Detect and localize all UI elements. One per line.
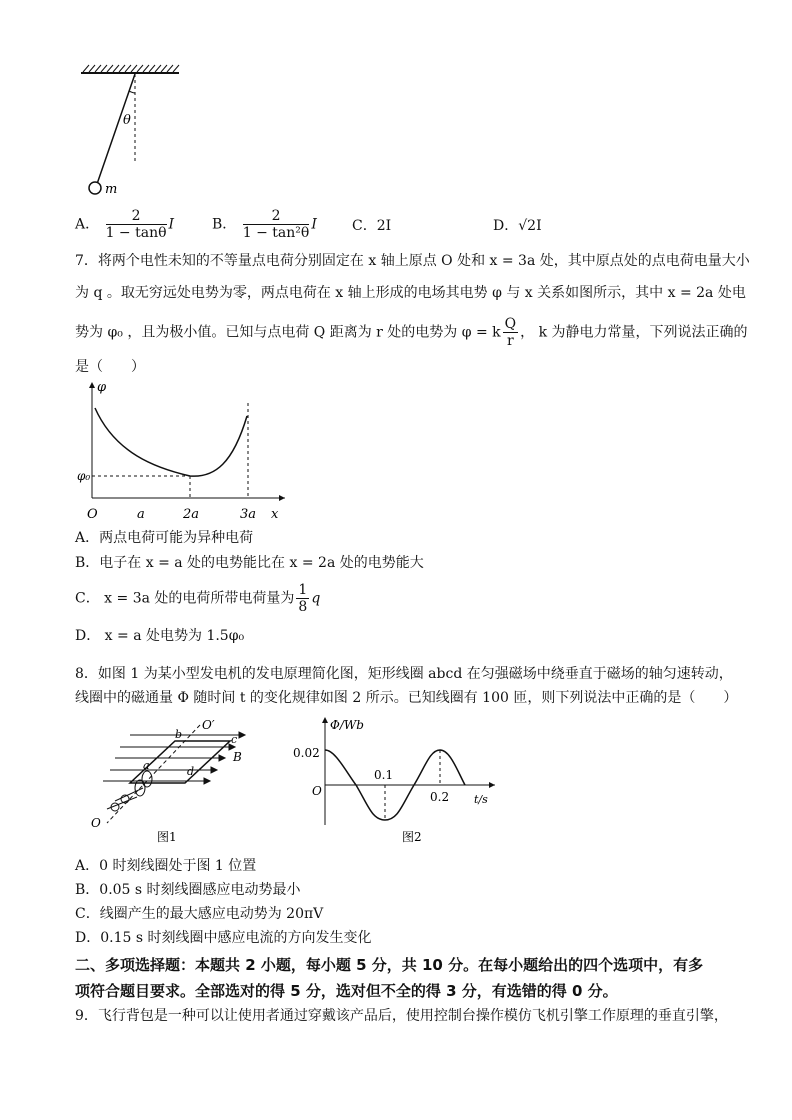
tick-2a: 2a bbox=[183, 507, 200, 522]
svg-text:c: c bbox=[231, 733, 238, 746]
q8-option-d: D．0.15 s 时刻线圈中感应电流的方向发生变化 bbox=[75, 930, 372, 946]
q7-line2: 为 q 。取无穷远处电势为零，两点电荷在 x 轴上形成的电场其电势 φ 与 x 关系如图所示，其中 x = 2a 处电 bbox=[75, 285, 746, 301]
q6-option-b: B． $\frac{2}{\text{1 − tan²θ}}$ I bbox=[212, 208, 317, 241]
q8-option-b: B．0.05 s 时刻线圈感应电动势最小 bbox=[75, 882, 301, 898]
q7-option-b: B．电子在 x = a 处的电势能比在 x = 2a 处的电势能大 bbox=[75, 555, 424, 571]
tick-3a: 3a bbox=[240, 507, 257, 522]
fig1-caption: 图1 bbox=[157, 830, 177, 844]
q8-line1: 8．如图 1 为某小型发电机的发电原理简化图，矩形线圈 abcd 在匀强磁场中绕垂直于磁场的轴匀速转动， bbox=[75, 666, 733, 682]
origin-o: O bbox=[312, 784, 322, 798]
q7-option-d: D． x = a 处电势为 1.5φ₀ bbox=[75, 628, 245, 644]
ymax-label: 0.02 bbox=[293, 746, 320, 760]
q7-line3: 势为 φ₀ ，且为极小值。已知与点电荷 Q 距离为 r 处的电势为 φ = k $\frac{Q}{r}$ ， k 为静电力常量，下列说法正确的 bbox=[75, 316, 748, 349]
t2-label: 0.2 bbox=[430, 790, 450, 804]
q9-line1: 9．飞行背包是一种可以让使用者通过穿戴该产品后，使用控制台操作模仿飞机引擎工作原理的垂直引擎， bbox=[75, 1008, 728, 1024]
potential-curve bbox=[95, 408, 247, 476]
svg-text:O′: O′ bbox=[202, 718, 215, 732]
time-axis-label: t/s bbox=[474, 793, 488, 806]
generator-figure bbox=[85, 713, 265, 848]
phi-axis-label: φ bbox=[97, 380, 107, 395]
mass-label: m bbox=[105, 182, 118, 197]
q7-option-a: A．两点电荷可能为异种电荷 bbox=[75, 530, 254, 546]
q6-option-a: A． $\frac{2}{1 - \tan\theta}$ I bbox=[75, 208, 175, 241]
svg-text:O: O bbox=[91, 816, 101, 830]
pendulum-figure bbox=[75, 62, 195, 202]
flux-axis-label: Φ/Wb bbox=[330, 718, 364, 732]
q7-line1: 7．将两个电性未知的不等量点电荷分别固定在 x 轴上原点 O 处和 x = 3a 处，其中原点处的点电荷电量大小 bbox=[75, 253, 750, 269]
phi0-label: φ₀ bbox=[77, 469, 91, 483]
svg-text:a: a bbox=[143, 759, 150, 772]
svg-text:B: B bbox=[233, 750, 242, 764]
pendulum-bob bbox=[89, 182, 101, 194]
q6-option-c: C．2I bbox=[352, 218, 392, 234]
potential-graph bbox=[75, 378, 290, 523]
q8-option-a: A．0 时刻线圈处于图 1 位置 bbox=[75, 858, 257, 874]
q8-option-c: C．线圈产生的最大感应电动势为 20πV bbox=[75, 906, 324, 922]
x-axis-label: x bbox=[271, 507, 279, 522]
section2-heading-line2: 项符合题目要求。全部选对的得 5 分，选对但不全的得 3 分，有选错的得 0 分。 bbox=[75, 982, 618, 1000]
q7-line4: 是（ ） bbox=[75, 359, 145, 375]
origin-label: O bbox=[87, 507, 98, 522]
theta-label: θ bbox=[123, 113, 131, 128]
svg-text:b: b bbox=[175, 728, 183, 741]
q6-option-d: D．√2I bbox=[493, 218, 542, 234]
svg-text:d: d bbox=[187, 765, 195, 778]
fig2-caption: 图2 bbox=[402, 830, 422, 844]
t1-label: 0.1 bbox=[374, 768, 394, 782]
tick-a: a bbox=[137, 507, 145, 522]
section2-heading-line1: 二、多项选择题：本题共 2 小题，每小题 5 分，共 10 分。在每小题给出的四个选项中，有多 bbox=[75, 956, 704, 974]
q7-option-c: C． x = 3a 处的电荷所带电荷量为 $\frac{1}{8}$ q bbox=[75, 582, 321, 615]
pendulum-string bbox=[97, 74, 135, 184]
flux-graph bbox=[290, 715, 500, 850]
q8-line2: 线圈中的磁通量 Φ 随时间 t 的变化规律如图 2 所示。已知线圈有 100 匝，则下列说法中正确的是（ ） bbox=[75, 690, 738, 706]
